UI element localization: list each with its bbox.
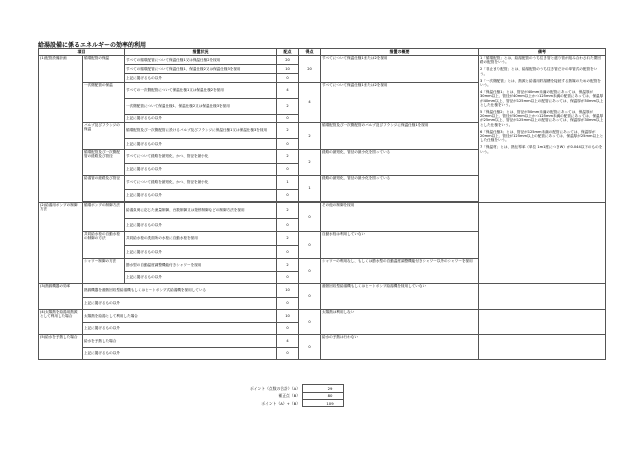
points-cell: 2 [277, 150, 299, 164]
summary-cell: すべてについて保温仕様1または2を採用 [321, 56, 479, 83]
measure-text: すべての循環配管について保温仕様1又は保温仕様2を採用 [125, 56, 277, 65]
remark-note: 7「保温材」とは、熱伝導率（単位 1m1度につきW）が0.044以下のものをいう。 [480, 145, 603, 154]
evaluation-table [38, 48, 606, 360]
measure-text: 上記に掲げるもの以外 [125, 74, 277, 83]
measure-text: すべての循環配管について保温仕様1、保温仕様2又は保温仕様3を採用 [125, 65, 277, 74]
remarks-cell-empty [479, 284, 606, 310]
summary-cell: 循環配管及び一次側配管のバルブ及びフランジに保温仕様1を採用 [321, 123, 479, 150]
points-cell: 2 [277, 99, 299, 115]
remark-note: 6「保温仕様3」とは、管径が125mm未満の配管にあっては、保温厚が20mm以上、管径が125mm以上の配管にあっては、保温厚が25mm以上とした仕様をいう。 [480, 129, 604, 143]
total-points-label: ポイント（点数の合計）（A） [249, 385, 300, 391]
measure-text: 熱源機器を潜熱回収型給湯機もしくはヒートポンプ式給湯機を採用している [83, 284, 277, 298]
remark-note: 3「一次側配管」とは、熱源と給湯用貯湯槽を接続する熱媒のための配管をいう。 [480, 78, 601, 88]
remark-note: 5「保温仕様2」とは、管径が50mm未満の配管にあっては、保温厚が20mm以上、管径が50mm以上かつ125mm未満の配管にあっては、保温厚が25mm以上、管径が125mm以上の配管にあっては、保温厚が30mm以上とした仕様をいう。 [480, 110, 604, 127]
points-cell: 1 [277, 176, 299, 190]
subsection-label: 循環ポンプの制御方法 [83, 203, 125, 232]
score-cell: 0 [299, 310, 321, 335]
table-row [39, 284, 606, 298]
points-cell: 0 [277, 74, 299, 83]
measure-text: 上記に掲げるもの以外 [125, 139, 277, 150]
header-points: 配点 [277, 49, 299, 56]
summary-cell: その他の制御を採用 [321, 203, 479, 232]
points-cell: 4 [277, 335, 299, 348]
points-cell: 2 [277, 232, 299, 246]
score-cell: 2 [299, 123, 321, 150]
points-cell: 0 [277, 272, 299, 284]
table-row [39, 56, 606, 65]
measure-text: 上記に掲げるもの以外 [125, 219, 277, 232]
remark-note: 1「循環配管」とは、給湯配管のうち往き管と還り管が組み合わされた閉回路の配管をいう。 [480, 56, 601, 65]
correction-value: 80 [327, 393, 333, 398]
score-cell: 0 [299, 232, 321, 259]
score-cell: 0 [299, 284, 321, 310]
points-cell: 0 [277, 348, 299, 360]
summary-cell: 潜熱回収型給湯機もしくはヒートポンプ給湯機を採用していない [321, 284, 479, 310]
score-cell: 2 [299, 150, 321, 176]
totals-block [38, 384, 605, 407]
summary-cell: 自動水栓は利用していない [321, 232, 479, 259]
subsection-label: 循環配管の保温 [83, 56, 125, 83]
remarks-cell-empty [479, 203, 606, 284]
measure-text: 太陽熱を給湯として利用した場合 [83, 310, 277, 323]
table-row [39, 335, 606, 348]
points-cell: 0 [277, 323, 299, 335]
total-points-value: 29 [327, 385, 333, 391]
summary-cell: すべてについて保温仕様1または2を採用 [321, 83, 479, 123]
measure-text: 上記に掲げるもの以外 [83, 348, 277, 360]
section-title: (3)熱源機器の効率 [39, 284, 83, 310]
final-points-row [38, 399, 605, 407]
summary-cell: シャワーの利用なし、もしくは節水型の自動温度調整機能付きシャワー以外のシャワーを採用 [321, 259, 479, 284]
final-points-label: ポイント（A）+（B） [261, 400, 300, 406]
remarks-cell [479, 56, 606, 203]
points-cell: 0 [277, 219, 299, 232]
points-cell: 10 [277, 65, 299, 74]
section-title: (2)給湯用ポンプの制御方法 [39, 203, 83, 284]
section-title: (5)給水を予熱した場合 [39, 335, 83, 360]
final-points-value: 109 [326, 400, 334, 406]
measure-text: 上記に掲げるもの以外 [83, 298, 277, 310]
measure-text: 上記に掲げるもの以外 [125, 164, 277, 176]
subsection-label: 循環配管及び一次側配管の経路及び管径 [83, 150, 125, 176]
points-cell: 2 [277, 259, 299, 272]
section-title: (4)太陽熱を給湯用熱源として利用した場合 [39, 310, 83, 335]
points-cell: 4 [277, 83, 299, 99]
score-cell: 0 [299, 203, 321, 232]
correction-row [38, 392, 605, 400]
measure-text: 上記に掲げるもの以外 [125, 272, 277, 284]
header-summary: 措置の概要 [321, 49, 479, 56]
subsection-label: 共同給水栓の自動水栓の制御の方法 [83, 232, 125, 259]
score-cell: 0 [299, 259, 321, 284]
points-cell: 10 [277, 284, 299, 298]
remarks-cell-empty [479, 310, 606, 335]
score-cell: 20 [299, 56, 321, 83]
header-measure: 措置状況 [125, 49, 277, 56]
points-cell: 0 [277, 246, 299, 259]
measure-text: 循環配管及び一次側配管に設けるバルブ及びフランジに保温仕様1又は保温仕様3を採用 [125, 123, 277, 139]
measure-text: 上記に掲げるもの以外 [83, 323, 277, 335]
score-cell: 4 [299, 83, 321, 123]
measure-text: 上記に掲げるもの以外 [125, 190, 277, 202]
points-cell: 0 [277, 115, 299, 123]
subsection-label: 給湯管の経路及び管径 [83, 176, 125, 202]
measure-text: 給湯負荷に応じた流量制御、台数制御又は発停制御などの制御方法を採用 [125, 203, 277, 219]
document-title: 給湯設備に係るエネルギーの効率的利用 [38, 42, 147, 49]
subsection-label: バルブ及びフランジの保温 [83, 123, 125, 150]
points-cell: 0 [277, 139, 299, 150]
total-points-row [38, 384, 605, 392]
measure-text: すべてについて経路を最短化、かつ、管径を最小化 [125, 150, 277, 164]
summary-cell: 経路の最短化、管径の最小化を図っている [321, 150, 479, 176]
table-row [39, 203, 606, 219]
score-cell: 1 [299, 176, 321, 202]
points-cell: 2 [277, 123, 299, 139]
table-header-row [39, 49, 606, 56]
points-cell: 0 [277, 298, 299, 310]
table-row [39, 310, 606, 323]
measure-text: 給水を予熱した場合 [83, 335, 277, 348]
measure-text: すべての一次側配管について保温仕様1又は保温仕様2を採用 [125, 83, 277, 99]
measure-text: 上記に掲げるもの以外 [125, 246, 277, 259]
section-title: (1)配管設備計画 [39, 56, 83, 203]
score-cell: 0 [299, 335, 321, 360]
subsection-label: シャワー制御の方法 [83, 259, 125, 284]
measure-text: 一次側配管について保温仕様1、保温仕様2又は保温仕様3を採用 [125, 99, 277, 115]
points-cell: 2 [277, 203, 299, 219]
measure-text: 節水型の自動温度調整機能付きシャワーを採用 [125, 259, 277, 272]
measure-text: 上記に掲げるもの以外 [125, 115, 277, 123]
summary-cell: 給水の予熱は行わない [321, 335, 479, 360]
remark-note: 4「保温仕様1」とは、管径が40mm未満の配管にあっては、保温厚が30mm以上、管径が40mm以上かつ125mm未満の配管にあっては、保温厚が40mm以上、管径が125mm以上の配管にあっては、保温厚が50mm以上とした仕様をいう。 [480, 90, 604, 107]
points-cell: 10 [277, 310, 299, 323]
header-remarks: 備考 [479, 49, 606, 56]
measure-text: 共同給水栓の洗面所の水栓に自動水栓を採用 [125, 232, 277, 246]
header-score: 得点 [299, 49, 321, 56]
summary-cell: 経路の最短化、管径の最小化を図っている [321, 176, 479, 202]
points-cell: 20 [277, 56, 299, 65]
header-item: 項目 [39, 49, 125, 56]
summary-cell: 太陽熱は利用しない [321, 310, 479, 335]
subsection-label: 一次側配管の保温 [83, 83, 125, 123]
measure-text: すべてについて経路を最短化、かつ、管径を最小化 [125, 176, 277, 190]
points-cell: 0 [277, 164, 299, 176]
points-cell: 0 [277, 190, 299, 202]
remark-note: 2「非止まり配管」とは、給湯配管のうち往き管だけの単管式の配管をいう。 [480, 67, 598, 76]
correction-label: 補正点（B） [278, 393, 300, 398]
remarks-cell-empty [479, 335, 606, 360]
